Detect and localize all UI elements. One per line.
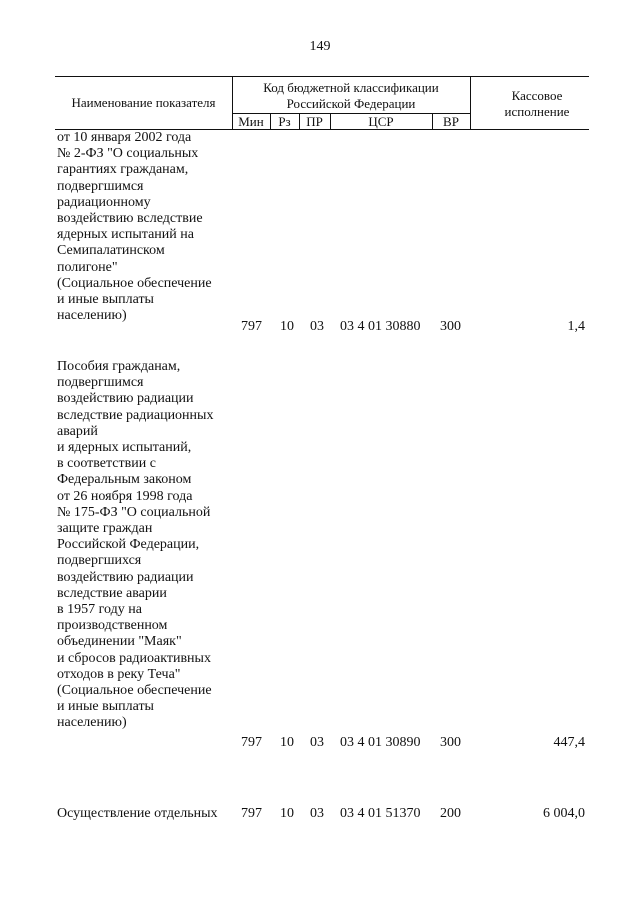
row-min: 797: [241, 735, 262, 750]
header-cash-execution: Кассовое исполнение: [504, 88, 570, 119]
row-amount: 447,4: [553, 735, 585, 750]
row-vr: 200: [440, 806, 461, 821]
row-min: 797: [241, 806, 262, 821]
row-pr: 03: [310, 735, 324, 750]
row-pr: 03: [310, 319, 324, 334]
header-budget-code: Код бюджетной классификации Российской Федерации: [263, 80, 439, 111]
row-csr: 03 4 01 30880: [340, 319, 421, 334]
header-col-vr: ВР: [443, 114, 459, 129]
row-amount: 1,4: [567, 319, 585, 334]
row-indicator-text: от 10 января 2002 года № 2-ФЗ "О социальных гарантиях гражданам, подвергшимся радиационному воздействию вследствие ядерных испытаний на Семипалатинском полигоне" (Социальное обеспечение и иные выплаты населению): [57, 130, 212, 324]
row-min: 797: [241, 319, 262, 334]
table-header: [55, 76, 589, 130]
row-vr: 300: [440, 319, 461, 334]
row-vr: 300: [440, 735, 461, 750]
row-rz: 10: [280, 806, 294, 821]
header-col-rz: Рз: [278, 114, 291, 129]
row-pr: 03: [310, 806, 324, 821]
page-number: 149: [309, 39, 331, 54]
row-rz: 10: [280, 319, 294, 334]
header-col-min: Мин: [238, 114, 264, 129]
header-col-pr: ПР: [306, 114, 323, 129]
row-amount: 6 004,0: [543, 806, 585, 821]
row-indicator-text: Осуществление отдельных: [57, 806, 218, 821]
header-indicator-name: Наименование показателя: [71, 95, 216, 110]
row-rz: 10: [280, 735, 294, 750]
row-indicator-text: Пособия гражданам, подвергшимся воздействию радиации вследствие радиационных аварий и ядерных испытаний, в соответствии с Федеральным законом от 26 ноября 1998 года № 175-ФЗ "О социальной защите граждан Российской Федерации, подвергшихся воздействию радиации вследствие аварии в 1957 году на производственном объединении "Маяк" и сбросов радиоактивных отходов в реку Теча" (Социальное обеспечение и иные выплаты населению): [57, 359, 214, 731]
header-divider: [470, 77, 471, 129]
row-csr: 03 4 01 51370: [340, 806, 421, 821]
header-col-csr: ЦСР: [368, 114, 394, 129]
row-csr: 03 4 01 30890: [340, 735, 421, 750]
